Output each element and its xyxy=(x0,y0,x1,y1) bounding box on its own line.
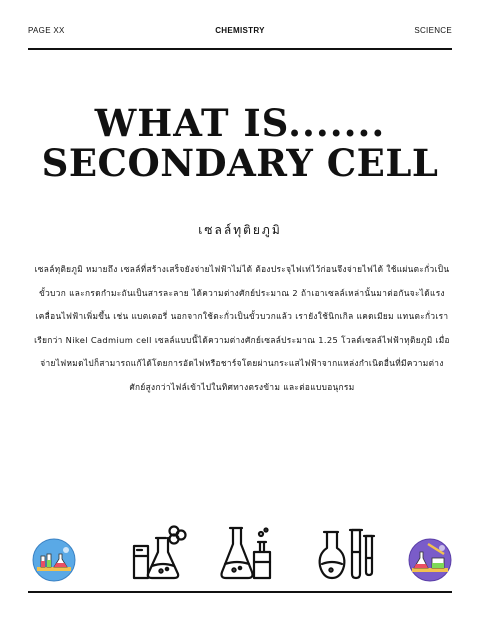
header-divider xyxy=(28,48,452,50)
flask-testtube-icon xyxy=(316,522,376,584)
title-line-2: SECONDARY CELL xyxy=(41,141,439,185)
lab-tools-circle-icon xyxy=(408,538,452,582)
icon-row xyxy=(30,522,450,586)
footer-divider xyxy=(28,591,452,593)
lab-scene-circle-icon xyxy=(32,538,76,582)
flasks-icon xyxy=(216,522,278,584)
page-number-label: PAGE XX xyxy=(28,26,65,35)
subject-label: CHEMISTRY xyxy=(215,26,265,35)
page-subtitle: เซลล์ทุติยภูมิ xyxy=(198,223,282,237)
flask-beaker-molecule-icon xyxy=(128,522,190,584)
page-title xyxy=(20,103,460,183)
title-line-1: WHAT IS....... xyxy=(94,101,386,145)
page-header xyxy=(28,22,452,38)
category-label: SCIENCE xyxy=(414,26,452,35)
body-paragraph: เซลล์ทุติยภูมิ หมายถึง เซลล์ที่สร้างเสร็จยังจ่ายไฟฟ้าไม่ได้ ต้องประจุไฟเท่ไว้ก่อนจึงจ่ายไฟได้ ใช้แผ่นตะกั่วเป็นขั้วบวก และกรดกำมะถันเป็นสารละลาย ได้ความต่างศักย์ประมาณ 2 ถ้าเอาเซลล์เหล่านั้นมาต่อกันจะได้แรงเคลื่อนไฟฟ้าเพิ่มขึ้น เช่น แบตเตอรี่ นอกจากใช้ตะกั่วเป็นขั้วบวกแล้ว เรายังใช้นิกเกิล แคดเมียม แทนตะกั่วเราเรียกว่า Nikel Cadmium cell เซลล์แบบนี้ได้ความต่างศักย์เซลล์ประมาณ 1.25 โวลต์เซลล์ไฟฟ้าทุติยภูมิ เมื่อจ่ายไฟหมดไปก็สามารถแก้ได้โดยการอัดไฟหรือชาร์จโดยผ่านกระแสไฟฟ้าจากแหล่งกำเนิดอื่นที่มีความต่างศักย์สูงกว่าไฟล์เข้าไปในทิศทางตรงข้าม และต่อแบบอนุกรม xyxy=(34,264,450,392)
